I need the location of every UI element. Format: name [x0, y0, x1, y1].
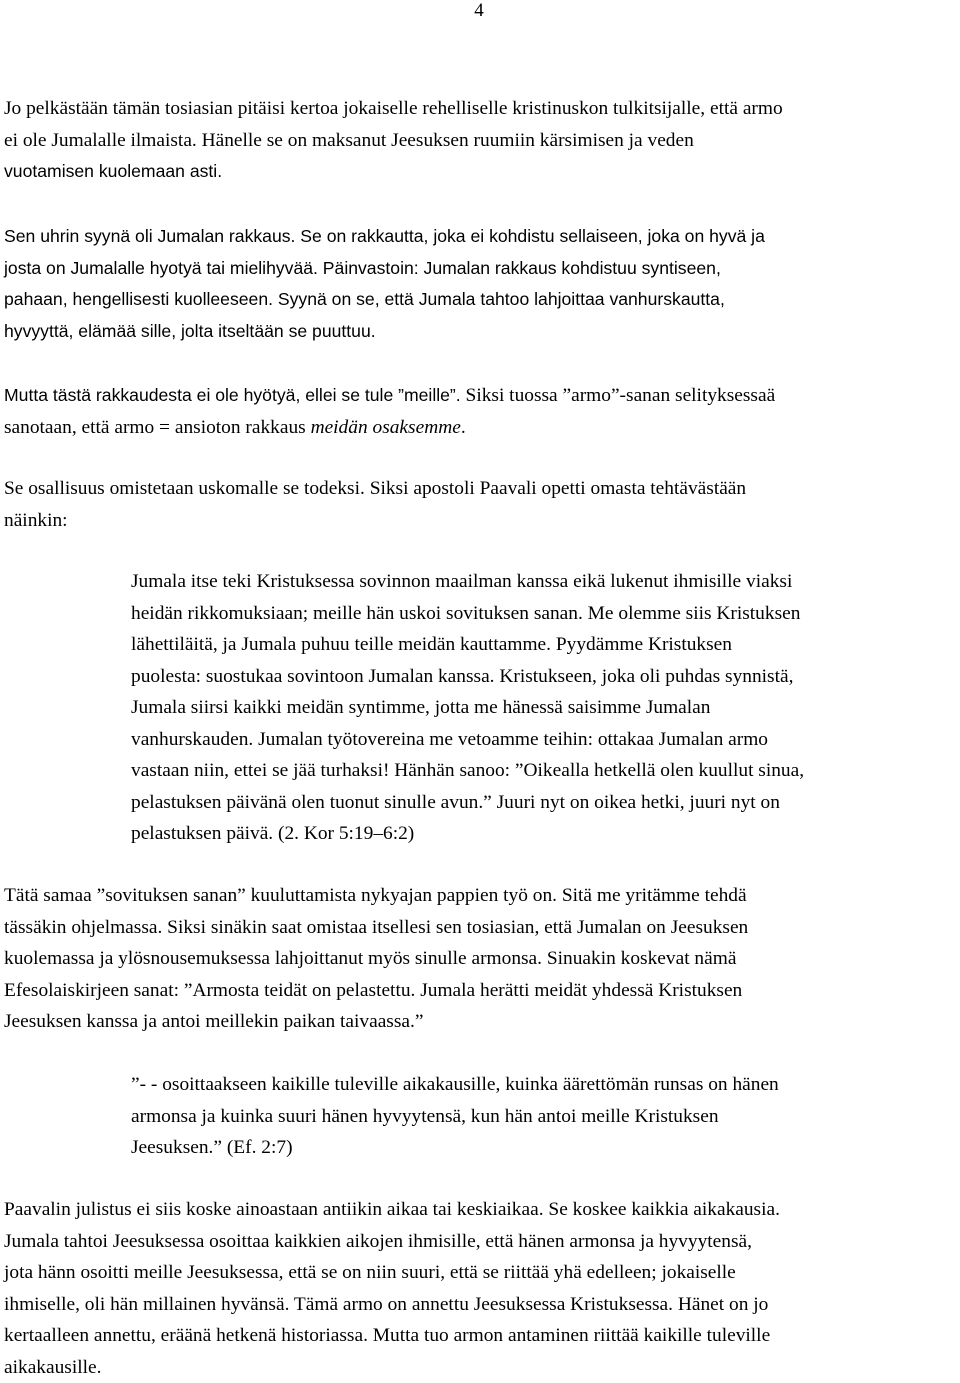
text-segment: Sen uhrin syynä oli Jumalan rakkaus. Se on rakkautta, joka ei kohdistu sellaiseen, joka on hyvä ja [4, 226, 765, 246]
quote-line: ”- - osoittaakseen kaikille tuleville aikakausille, kuinka äärettömän runsas on hänen [131, 1069, 779, 1101]
quote-line: lähettiläitä, ja Jumala puhuu teille meidän kauttamme. Pyydämme Kristuksen [131, 629, 804, 661]
text-line: Jeesuksen kanssa ja antoi meillekin paikan taivaassa.” [4, 1006, 748, 1038]
text-line: vuotamisen kuolemaan asti. [4, 156, 783, 188]
text-segment: Siksi tuossa ”armo”-sanan selityksessaä [461, 385, 776, 406]
quote-line: puolesta: suostukaa sovintoon Jumalan kanssa. Kristukseen, joka oli puhdas synnistä, [131, 661, 804, 693]
emphasis-text: meidän osaksemme [311, 417, 461, 438]
text-line: Jumala tahtoi Jeesuksessa osoittaa kaikkien aikojen ihmisille, että hänen armonsa ja hyvyytensä, [4, 1226, 780, 1258]
quote-line: Jumala siirsi kaikki meidän syntimme, jotta me hänessä saisimme Jumalan [131, 692, 804, 724]
text-segment: Se osallisuus omistetaan uskomalle se todeksi. [4, 478, 365, 499]
quote-line: pelastuksen päivä. (2. Kor 5:19–6:2) [131, 818, 804, 850]
text-line [4, 380, 775, 412]
quote-line: Jumala itse teki Kristuksessa sovinnon maailman kanssa eikä lukenut ihmisille viaksi [131, 566, 804, 598]
text-line: Jo pelkästään tämän tosiasian pitäisi kertoa jokaiselle rehelliselle kristinuskon tulkitsijalle, että armo [4, 93, 783, 125]
paragraph-2 [4, 221, 765, 347]
block-quote-1 [131, 566, 804, 850]
text-line: Paavalin julistus ei siis koske ainoastaan antiikin aikaa tai keskiaikaa. Se koskee kaikkia aikakausia. [4, 1194, 780, 1226]
quote-line: heidän rikkomuksiaan; meille hän uskoi sovituksen sanan. Me olemme siis Kristuksen [131, 598, 804, 630]
paragraph-1 [4, 93, 783, 188]
text-line: josta on Jumalalle hyotyä tai mielihyvää. Päinvastoin: Jumalan rakkaus kohdistuu syntiseen, [4, 253, 765, 285]
text-line: Tätä samaa ”sovituksen sanan” kuuluttamista nykyajan pappien työ on. Sitä me yritämme tehdä [4, 880, 748, 912]
text-line: aikakausille. [4, 1352, 780, 1383]
text-line: Efesolaiskirjeen sanat: ”Armosta teidät on pelastettu. Jumala herätti meidät yhdessä Kristuksen [4, 975, 748, 1007]
quote-line: armonsa ja kuinka suuri hänen hyvyytensä, kun hän antoi meille Kristuksen [131, 1101, 779, 1133]
text-segment: sanotaan, että armo = ansioton rakkaus [4, 417, 311, 438]
quote-line: vanhurskauden. Jumalan työtovereina me vetoamme teihin: ottakaa Jumalan armo [131, 724, 804, 756]
text-line: ihmiselle, oli hän millainen hyvänsä. Tämä armo on annettu Jeesuksessa Kristuksessa. Hänet on jo [4, 1289, 780, 1321]
text-line: kertaalleen annettu, eräänä hetkenä historiassa. Mutta tuo armon antaminen riittää kaikille tuleville [4, 1320, 780, 1352]
text-segment: Mutta tästä rakkaudesta ei ole hyötyä, ellei se tule ”meille”. [4, 385, 461, 405]
text-line: kuolemassa ja ylösnousemuksessa lahjoittanut myös sinulle armonsa. Sinuakin koskevat nämä [4, 943, 748, 975]
text-line: ei ole Jumalalle ilmaista. Hänelle se on maksanut Jeesuksen ruumiin kärsimisen ja veden [4, 125, 783, 157]
text-line: tässäkin ohjelmassa. Siksi sinäkin saat omistaa itsellesi sen tosiasian, että Jumalan on Jeesuksen [4, 912, 748, 944]
text-line: näinkin: [4, 505, 746, 537]
paragraph-3 [4, 380, 775, 443]
paragraph-5 [4, 880, 748, 1038]
text-line: hyvyyttä, elämää sille, jolta itseltään se puuttuu. [4, 316, 765, 348]
text-line: pahaan, hengellisesti kuolleeseen. Syynä on se, että Jumala tahtoo lahjoittaa vanhurskautta, [4, 284, 765, 316]
block-quote-2 [131, 1069, 779, 1164]
paragraph-4 [4, 473, 746, 536]
text-line [4, 221, 765, 253]
quote-line: vastaan niin, ettei se jää turhaksi! Hänhän sanoo: ”Oikealla hetkellä olen kuullut sinua, [131, 755, 804, 787]
page-number: 4 [464, 0, 494, 22]
text-line [4, 412, 775, 444]
text-line: jota hänn osoitti meille Jeesuksessa, että se on niin suuri, että se riittää yhä edelleen; jokaiselle [4, 1257, 780, 1289]
text-segment: . [461, 417, 466, 438]
quote-line: Jeesuksen.” (Ef. 2:7) [131, 1132, 779, 1164]
quote-line: pelastuksen päivänä olen tuonut sinulle avun.” Juuri nyt on oikea hetki, juuri nyt on [131, 787, 804, 819]
text-line [4, 473, 746, 505]
paragraph-6 [4, 1194, 780, 1383]
text-segment: Siksi apostoli Paavali opetti omasta tehtävästään [365, 478, 746, 499]
